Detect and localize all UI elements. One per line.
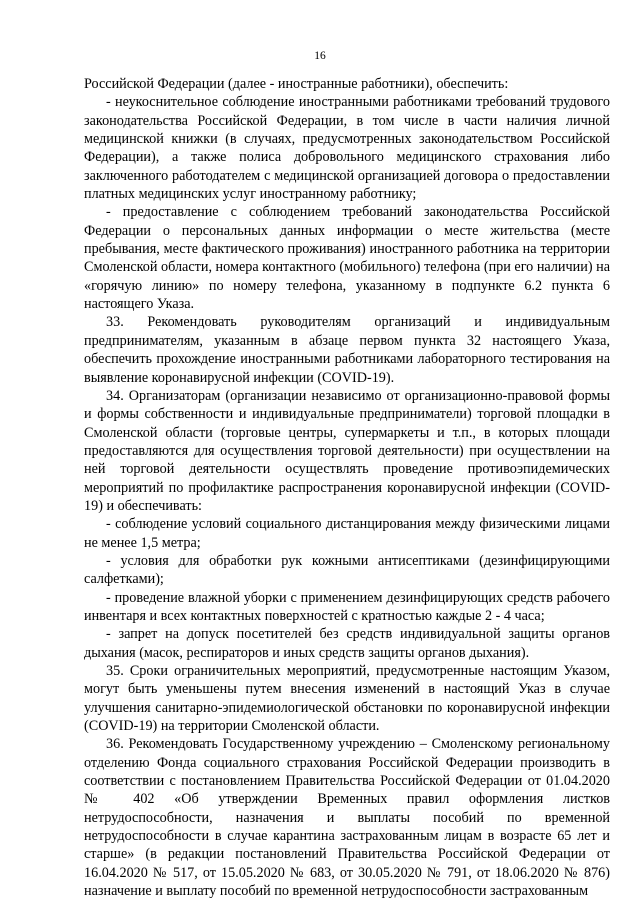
paragraph-bullet-distancing: - соблюдение условий социального дистанцирования между физическими лицами не менее 1,5 метра; [84, 516, 610, 551]
paragraph-35: 35. Сроки ограничительных мероприятий, предусмотренные настоящим Указом, могут быть уменьшены путем внесения изменений в настоящий Указ в случае улучшения санитарно-эпидемиологической обстановки по коронавирусной инфекции (COVID-19) на территории Смоленской области. [84, 663, 610, 735]
page-number: 16 [314, 50, 326, 62]
paragraph-bullet-labor-law: - неукоснительное соблюдение иностранными работниками требований трудового законодательства Российской Федерации, в том числе в части наличия личной медицинской книжки (в случаях, предусмотренных законодательством Российской Федерации), а также полиса добровольного медицинского страхования либо заключенного работодателем с медицинской организацией договора о предоставлении платных медицинских услуг иностранному работнику; [84, 94, 610, 203]
paragraph-bullet-antiseptics: - условия для обработки рук кожными антисептиками (дезинфицирующими салфетками); [84, 552, 610, 588]
document-body [84, 75, 610, 900]
paragraph-bullet-masks: - запрет на допуск посетителей без средств индивидуальной защиты органов дыхания (масок, респираторов и иных средств защиты органов дыхания). [84, 626, 610, 661]
paragraph-bullet-cleaning: - проведение влажной уборки с применением дезинфицирующих средств рабочего инвентаря и всех контактных поверхностей с кратностью каждые 2 - 4 часа; [84, 589, 610, 624]
paragraph-bullet-personal-data: - предоставление с соблюдением требований законодательства Российской Федерации о персональных данных информации о месте жительства (месте пребывания, месте фактического проживания) иностранного работника на территории Смоленской области, номера контактного (мобильного) телефона (при его наличии) на «горячую линию» по номеру телефона, указанному в подпункте 6.2 пункта 6 настоящего Указа. [84, 204, 610, 313]
paragraph-34: 34. Организаторам (организации независимо от организационно-правовой формы и формы собственности и индивидуальные предприниматели) торговой площадки в Смоленской области (торговые центры, супермаркеты и т.п., в которых площади предоставляются для осуществления торговой деятельности) при осуществлении на ней торговой деятельности осуществлять проведение противоэпидемических мероприятий по профилактике распространения коронавирусной инфекции (COVID-19) и обеспечивать: [84, 387, 610, 514]
paragraph-continuation: Российской Федерации (далее - иностранные работники), обеспечить: [84, 76, 509, 92]
paragraph-33: 33. Рекомендовать руководителям организаций и индивидуальным предпринимателям, указанным в абзаце первом пункта 32 настоящего Указа, обеспечить прохождение иностранными работниками лабораторного тестирования на выявление коронавирусной инфекции (COVID-19). [84, 314, 610, 386]
paragraph-36: 36. Рекомендовать Государственному учреждению – Смоленскому региональному отделению Фонда социального страхования Российской Федерации производить в соответствии с постановлением Правительства Российской Федерации от 01.04.2020 № 402 «Об утверждении Временных правил оформления листков нетрудоспособности, назначения и выплаты пособий по временной нетрудоспособности в случае карантина застрахованным лицам в возрасте 65 лет и старше» (в редакции постановлений Правительства Российской Федерации от 16.04.2020 № 517, от 15.05.2020 № 683, от 30.05.2020 № 791, от 18.06.2020 № 876) назначение и выплату пособий по временной нетрудоспособности застрахованным [84, 736, 610, 900]
